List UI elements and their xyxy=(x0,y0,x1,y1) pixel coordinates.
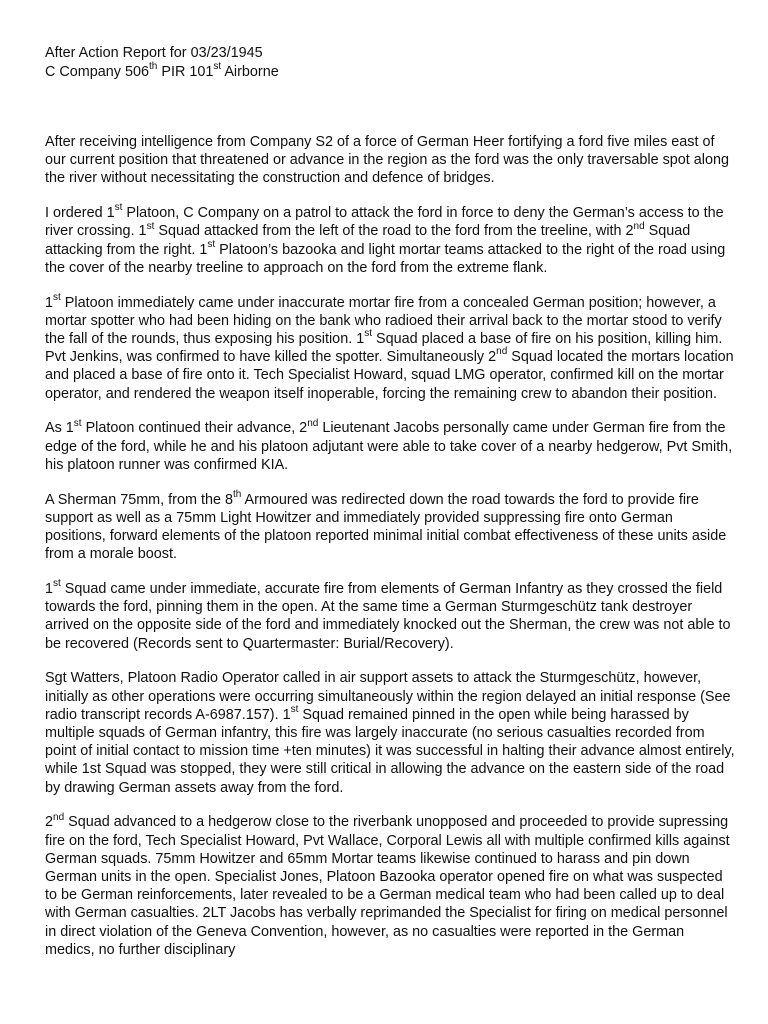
report-paragraph xyxy=(45,580,735,653)
ordinal-suffix: st xyxy=(290,704,299,716)
text-run: 1 xyxy=(45,294,54,311)
report-paragraph xyxy=(45,813,735,959)
unit-designation xyxy=(45,63,735,82)
text-run: Squad attacking from the right. 1 xyxy=(45,223,691,258)
text-run: Sgt Watters, Platoon Radio Operator called in air support assets to attack the Sturmgeschütz, however, initially as other operations were occurring simultaneously within the region delayed an initial response (See radio transcript records A-6987.157). 1 xyxy=(45,670,731,723)
text-run: C Company 506 xyxy=(45,64,149,80)
ordinal-suffix: st xyxy=(53,578,61,590)
text-run: Squad located the mortars location and placed a base of fire onto it. Tech Specialist Howard, squad LMG operator, confirmed kill on the mortar operator, and rendered the weapon itself inoperable, forcing the remaining crew to abandon their position. xyxy=(45,349,734,402)
text-run: Squad placed a base of fire on his position, killing him. Pvt Jenkins, was confirmed to have killed the spotter. Simultaneously 2 xyxy=(45,331,723,366)
ordinal-suffix: st xyxy=(364,328,372,340)
ordinal-suffix: st xyxy=(146,220,155,232)
report-header xyxy=(45,44,735,82)
report-paragraph xyxy=(45,291,735,403)
report-paragraph xyxy=(45,419,735,474)
ordinal-suffix: st xyxy=(207,238,216,250)
text-run: Airborne xyxy=(221,64,279,80)
ordinal-suffix: st xyxy=(73,417,82,429)
ordinal-suffix: st xyxy=(213,61,222,73)
text-run: Squad remained pinned in the open while being harassed by multiple squads of German infantry, this fire was largely inaccurate (no serious casualties recorded from point of initial contact to mission time +ten minutes) it was successful in halting their advance almost entirely, while 1st Squad was stopped, they were still critical in allowing the advance on the eastern side of the road by drawing German assets away from the ford. xyxy=(45,706,735,796)
report-paragraph xyxy=(45,488,735,564)
report-title: After Action Report for 03/23/1945 xyxy=(45,45,263,61)
ordinal-suffix: th xyxy=(149,61,158,73)
text-run: Platoon, C Company on a patrol to attack the ford in force to deny the German’s access to the river crossing. 1 xyxy=(45,205,724,240)
text-run: As 1 xyxy=(45,420,74,437)
text-run: Platoon immediately came under inaccurate mortar fire from a concealed German position; however, a mortar spotter who had been hiding on the bank who radioed their arrival back to the mortar stood to verify the fall of the rounds, thus exposing his position. 1 xyxy=(45,294,722,348)
report-paragraph xyxy=(45,669,735,796)
ordinal-suffix: nd xyxy=(633,220,645,232)
ordinal-suffix: st xyxy=(114,202,123,214)
text-run: Armoured was redirected down the road towards the ford to provide fire support as well as a 75mm Light Howitzer and immediately provided suppressing fire onto German positions, forward elements of the platoon reported minimal initial combat effectiveness of these units aside from a morale boost. xyxy=(45,491,727,563)
text-run: Lieutenant Jacobs personally came under German fire from the edge of the ford, while he and his platoon adjutant were able to take cover of a nearby hedgerow, Pvt Smith, his platoon runner was confirmed KIA. xyxy=(45,420,733,473)
report-paragraph xyxy=(45,133,735,188)
text-run: Platoon continued their advance, 2 xyxy=(81,420,308,437)
text-run: I ordered 1 xyxy=(45,205,115,222)
ordinal-suffix: nd xyxy=(496,346,508,358)
ordinal-suffix: st xyxy=(53,291,61,303)
report-body xyxy=(45,133,735,976)
text-run: 1 xyxy=(45,581,54,598)
text-run: Squad came under immediate, accurate fire from elements of German Infantry as they crossed the field towards the ford, pinning them in the open. At the same time a German Sturmgeschütz tank destroyer arrived on the opposite side of the ford and immediately knocked out the Sherman, the crew was not able to be recovered (Records sent to Quartermaster: Burial/Recovery). xyxy=(45,581,731,652)
text-run: Squad advanced to a hedgerow close to the riverbank unopposed and proceeded to provide supressing fire on the ford, Tech Specialist Howard, Pvt Wallace, Corporal Lewis all with multiple confirmed kills against German squads. 75mm Howitzer and 65mm Mortar teams likewise continued to harass and pin down German units in the open. Specialist Jones, Platoon Bazooka operator opened fire on what was suspected to be German reinforcements, later revealed to be a German medical team who had been called up to deal with German casualties. 2LT Jacobs has verbally reprimanded the Specialist for firing on medical personnel in direct violation of the Geneva Convention, however, as no casualties were reported in the German medics, no further disciplinary xyxy=(45,814,730,958)
report-paragraph xyxy=(45,204,735,277)
ordinal-suffix: nd xyxy=(307,417,319,429)
ordinal-suffix: nd xyxy=(53,811,65,823)
text-run: PIR 101 xyxy=(157,64,214,80)
text-run: Platoon’s bazooka and light mortar teams attacked to the right of the road using the cover of the nearby treeline to approach on the ford from the extreme flank. xyxy=(45,241,726,276)
text-run: A Sherman 75mm, from the 8 xyxy=(45,491,233,508)
text-run: After receiving intelligence from Company S2 of a force of German Heer fortifying a ford five miles east of our current position that threatened or advance in the region as the ford was the only traversable spot along the river without necessitating the construction and defence of bridges. xyxy=(45,134,729,187)
text-run: Squad attacked from the left of the road to the ford from the treeline, with 2 xyxy=(154,223,634,240)
ordinal-suffix: th xyxy=(232,488,242,500)
text-run: 2 xyxy=(45,814,54,831)
